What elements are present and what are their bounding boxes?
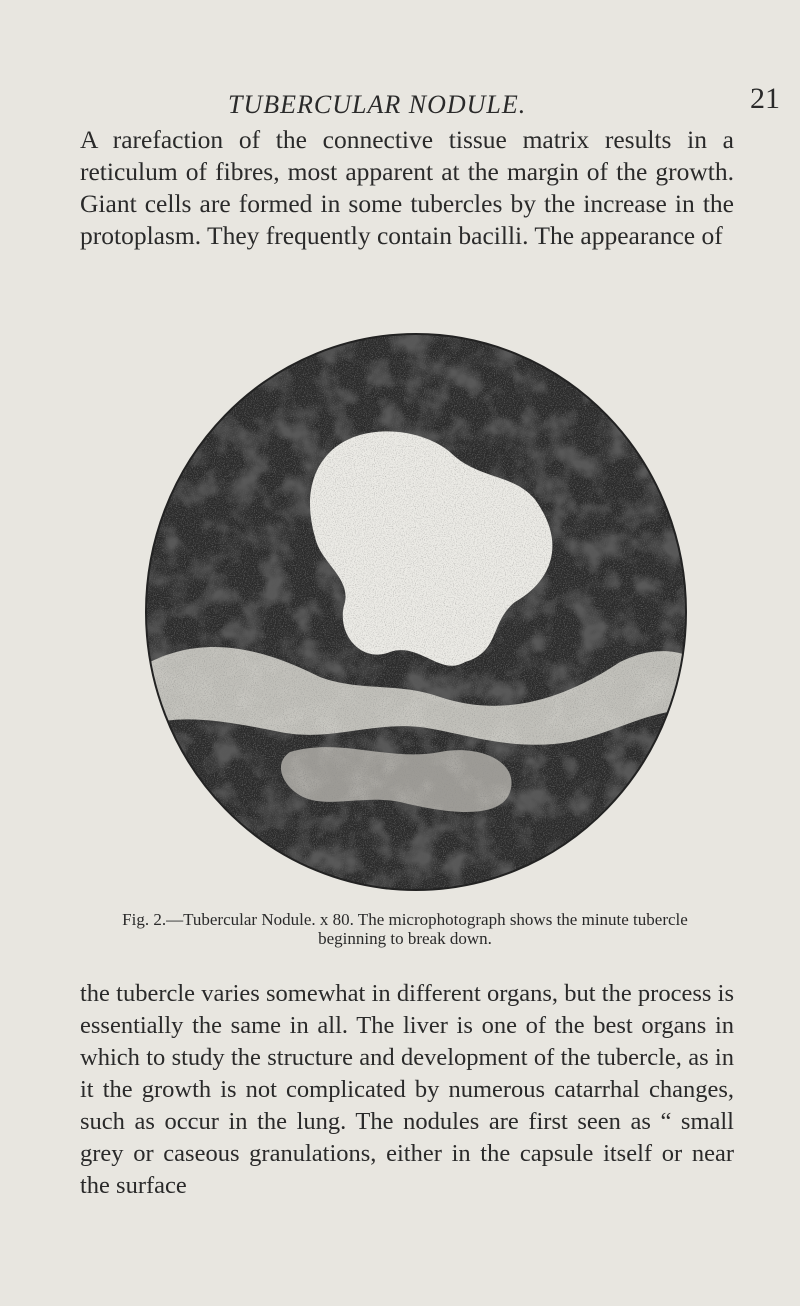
micrograph-figure — [120, 332, 710, 904]
paragraph-top: A rarefaction of the connective tissue matrix results in a reticulum of fibres, most apparent at the margin of the growth. Giant cells are formed in some tubercles by the increase in the protoplasm. They frequently contain bacilli. The appearance of — [80, 125, 734, 250]
micrograph-image — [120, 332, 710, 904]
page-number: 21 — [750, 82, 780, 115]
figure-caption: Fig. 2.—Tubercular Nodule. x 80. The microphotograph shows the minute tubercle beginning to break down. — [122, 910, 688, 948]
paragraph-bottom: the tubercle varies somewhat in different organs, but the process is essentially the same in all. The liver is one of the best organs in which to study the structure and development of the tubercle, as in it the growth is not complicated by numerous catarrhal changes, such as occur in the lung. The nodules are first seen as “ small grey or caseous granulations, either in the capsule itself or near the surface — [80, 980, 734, 1199]
running-title: TUBERCULAR NODULE. — [228, 90, 527, 119]
tissue-overlay-grain — [120, 332, 710, 904]
